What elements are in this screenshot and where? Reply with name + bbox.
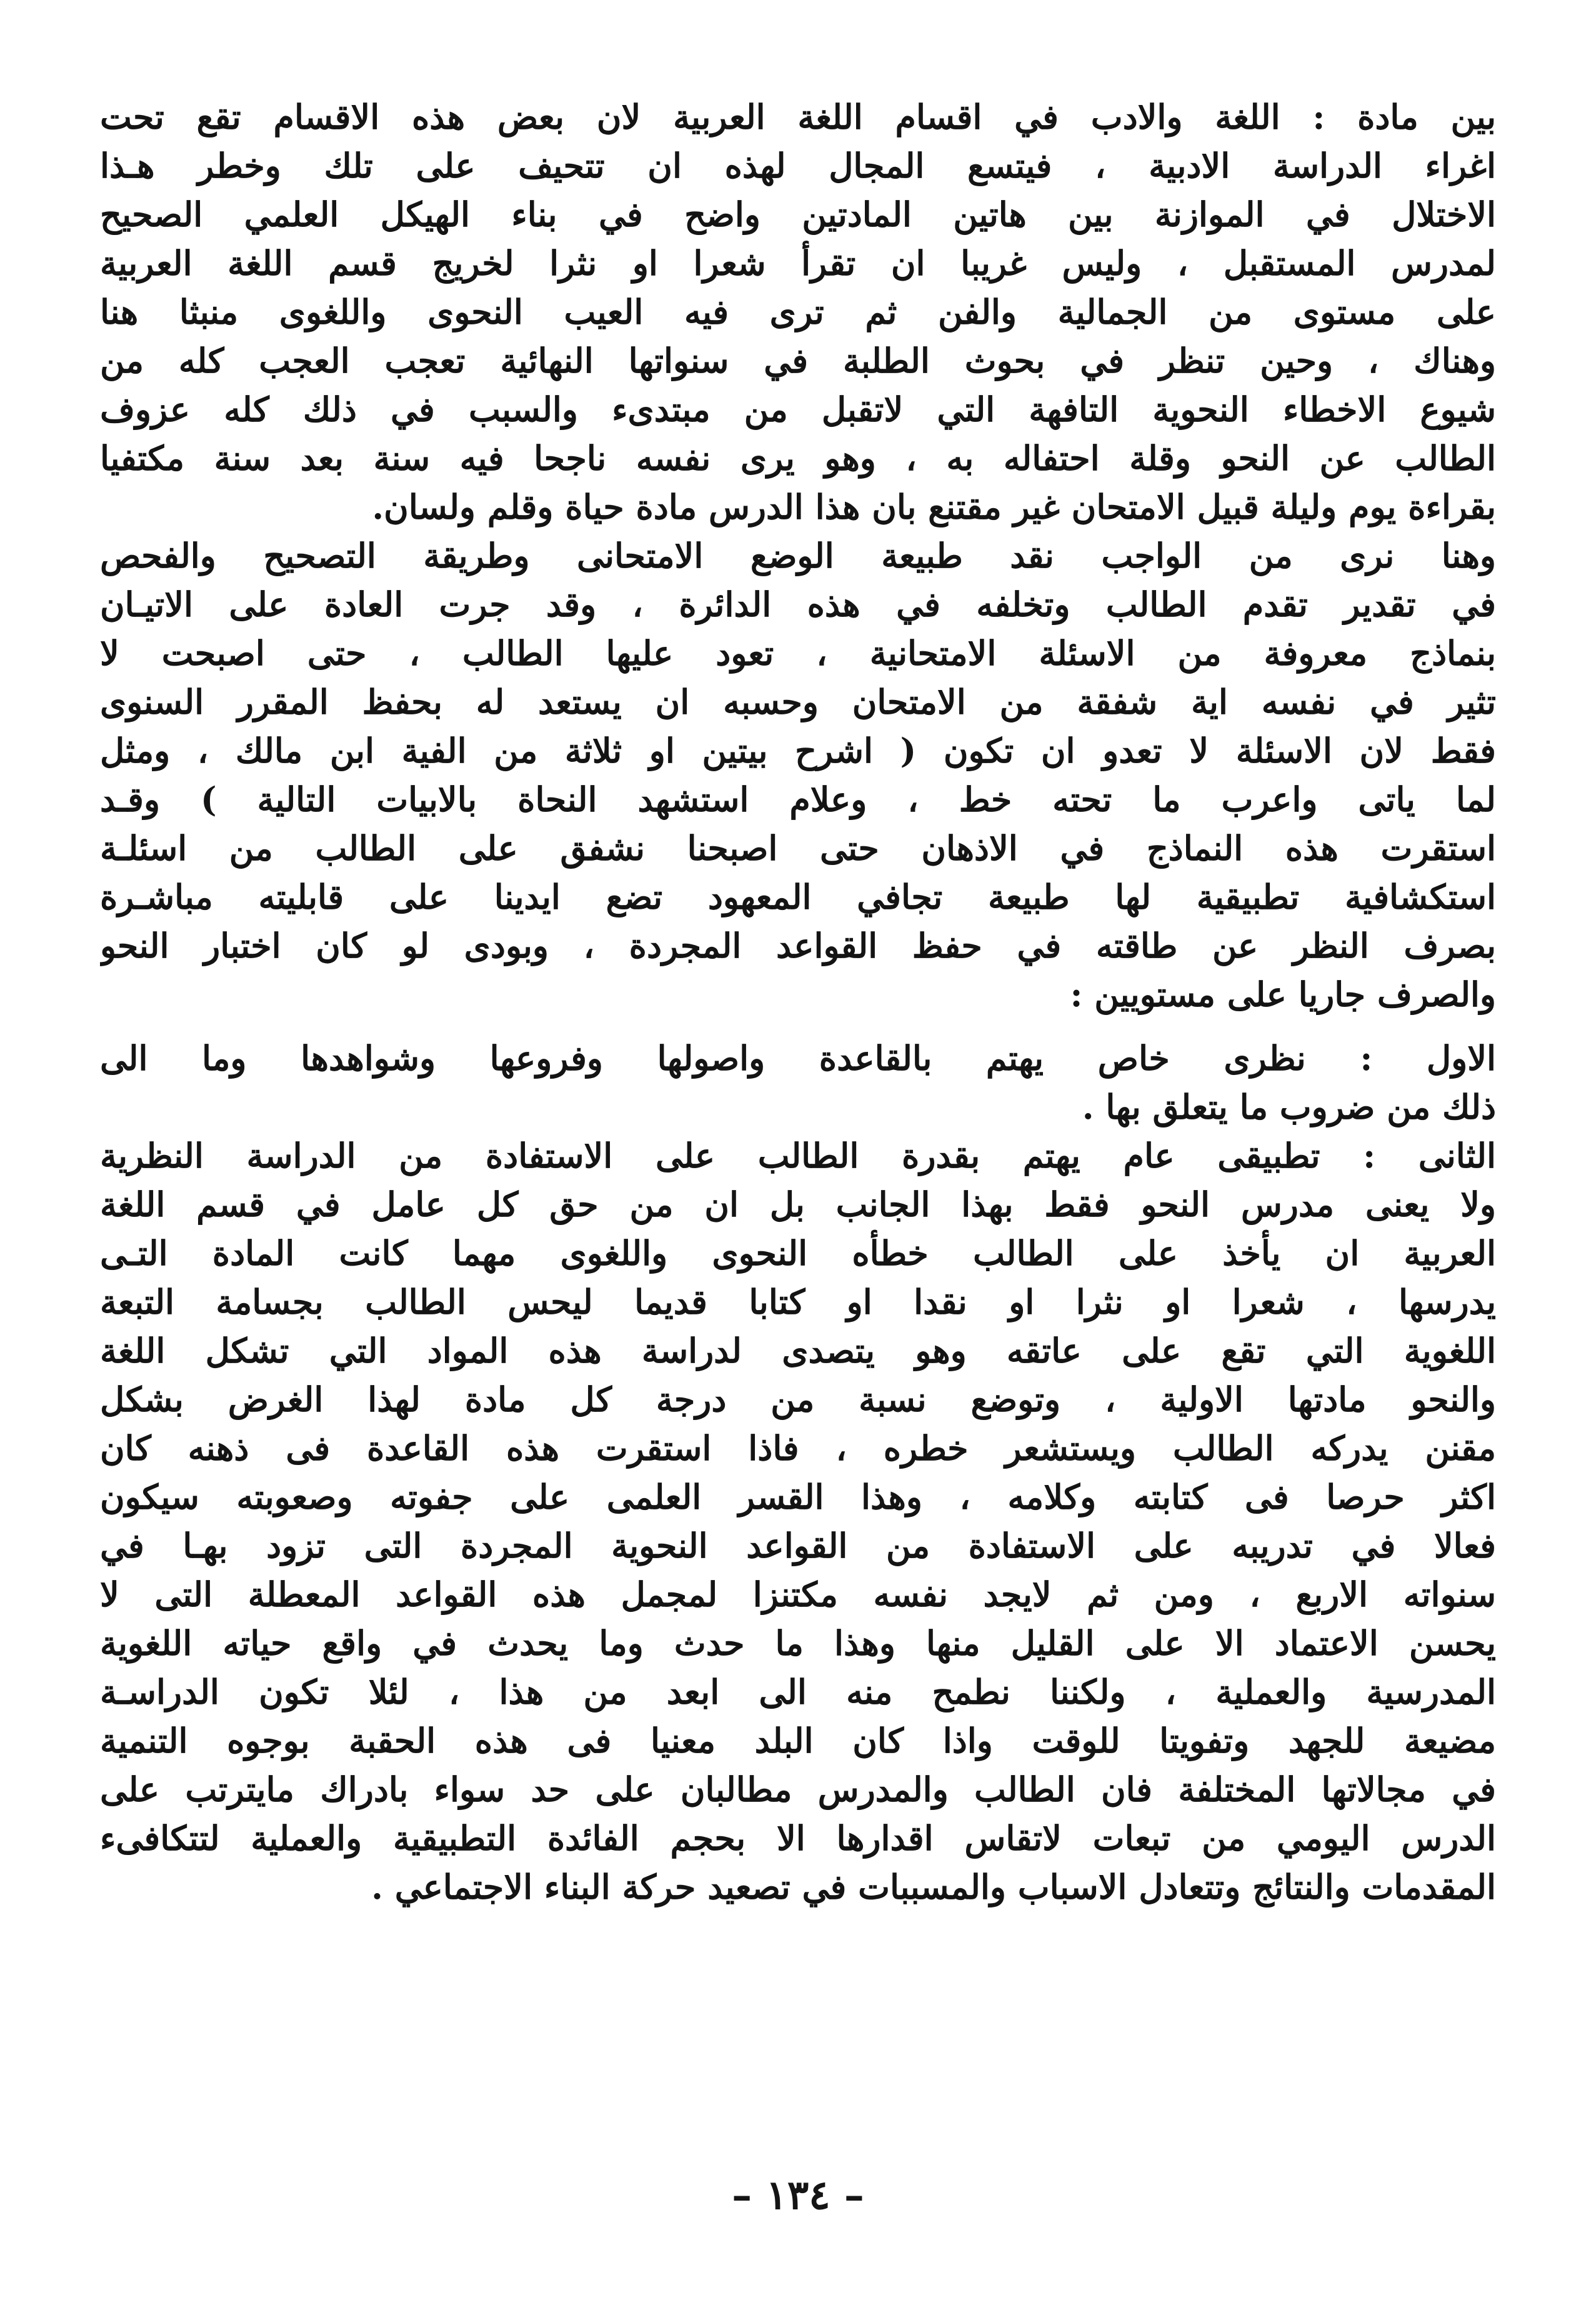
text-line: الاختلال في الموازنة بين هاتين المادتين واضح في بناء الهيكل العلمي الصحيح	[100, 194, 1496, 234]
text-line: اغراء الدراسة الادبية ، فيتسع المجال لهذه ان تتحيف على تلك وخطر هـذا	[100, 146, 1496, 186]
text-line: على مستوى من الجمالية والفن ثم ترى فيه العيب النحوى واللغوى منبثا هنا	[100, 292, 1496, 332]
text-line: بصرف النظر عن طاقته في حفظ القواعد المجردة ، وبودى لو كان اختبار النحو	[100, 926, 1496, 966]
text-line: وهناك ، وحين تنظر في بحوث الطلبة في سنواتها النهائية تعجب العجب كله من	[100, 341, 1496, 381]
text-line: بنماذج معروفة من الاسئلة الامتحانية ، تعود عليها الطالب ، حتى اصبحت لا	[100, 633, 1496, 673]
second-level-line: ولا يعنى مدرس النحو فقط بهذا الجانب بل ان من حق كل عامل في قسم اللغة	[100, 1184, 1496, 1224]
second-level-line: اكثر حرصا فى كتابته وكلامه ، وهذا القسر العلمى على جفوته وصعوبته سيكون	[100, 1477, 1496, 1517]
second-level-line: اللغوية التي تقع على عاتقه وهو يتصدى لدراسة هذه المواد التي تشكل اللغة	[100, 1331, 1496, 1371]
page-body	[100, 92, 1496, 1911]
text-line: والصرف جاريا على مستويين :	[1070, 974, 1496, 1014]
text-line: وهنا نرى من الواجب نقد طبيعة الوضع الامتحانى وطريقة التصحيح والفحص	[100, 536, 1496, 576]
text-line: استقرت هذه النماذج في الاذهان حتى اصبحنا نشفق على الطالب من اسئلـة	[100, 828, 1496, 868]
second-level-line: المقدمات والنتائج وتتعادل الاسباب والمسببات في تصعيد حركة البناء الاجتماعي .	[371, 1867, 1496, 1907]
second-level-line: الدرس اليومي من تبعات لاتقاس اقدارها الا بحجم الفائدة التطبيقية والعملية لتتكافىء	[100, 1818, 1496, 1858]
paragraph-gap	[100, 1019, 1496, 1034]
page-number: – ١٣٤ –	[732, 2172, 864, 2219]
second-level-line: يدرسها ، شعرا او نثرا او نقدا او كتابا قديما ليحس الطالب بجسامة التبعة	[100, 1282, 1496, 1322]
text-line: فقط لان الاسئلة لا تعدو ان تكون ( اشرح بيتين او ثلاثة من الفية ابن مالك ، ومثل	[100, 731, 1496, 771]
text-line: لما ياتى واعرب ما تحته خط ، وعلام استشهد النحاة بالابيات التالية ) وقـد	[100, 779, 1496, 819]
text-line: تثير في نفسه اية شفقة من الامتحان وحسبه ان يستعد له بحفظ المقرر السنوى	[100, 682, 1496, 722]
text-line: شيوع الاخطاء النحوية التافهة التي لاتقبل من مبتدىء والسبب في ذلك كله عزوف	[100, 389, 1496, 429]
text-line: الطالب عن النحو وقلة احتفاله به ، وهو يرى نفسه ناجحا فيه سنة بعد سنة مكتفيا	[100, 438, 1496, 478]
second-level-line: الثانى : تطبيقى عام يهتم بقدرة الطالب على الاستفادة من الدراسة النظرية	[100, 1136, 1496, 1176]
text-line: استكشافية تطبيقية لها طبيعة تجافي المعهود تضع ايدينا على قابليته مباشـرة	[100, 877, 1496, 917]
second-level-line: فعالا في تدريبه على الاستفادة من القواعد النحوية المجردة التى تزود بهـا في	[100, 1526, 1496, 1566]
second-level-line: العربية ان يأخذ على الطالب خطأه النحوى واللغوى مهما كانت المادة التـى	[100, 1233, 1496, 1273]
first-level-line: ذلك من ضروب ما يتعلق بها .	[1082, 1087, 1496, 1127]
text-line: لمدرس المستقبل ، وليس غريبا ان تقرأ شعرا او نثرا لخريج قسم اللغة العربية	[100, 243, 1496, 283]
second-level-line: مقنن يدركه الطالب ويستشعر خطره ، فاذا استقرت هذه القاعدة فى ذهنه كان	[100, 1428, 1496, 1468]
text-line: بين مادة : اللغة والادب في اقسام اللغة العربية لان بعض هذه الاقسام تقع تحت	[100, 97, 1496, 137]
second-level-line: سنواته الاربع ، ومن ثم لايجد نفسه مكتنزا لمجمل هذه القواعد المعطلة التى لا	[100, 1574, 1496, 1614]
second-level-line: مضيعة للجهد وتفويتا للوقت واذا كان البلد معنيا فى هذه الحقبة بوجوه التنمية	[100, 1721, 1496, 1761]
text-line: في تقدير تقدم الطالب وتخلفه في هذه الدائرة ، وقد جرت العادة على الاتيـان	[100, 584, 1496, 624]
second-level-line: والنحو مادتها الاولية ، وتوضع نسبة من درجة كل مادة لهذا الغرض بشكل	[100, 1379, 1496, 1419]
text-line: بقراءة يوم وليلة قبيل الامتحان غير مقتنع بان هذا الدرس مادة حياة وقلم ولسان.	[372, 487, 1496, 527]
second-level-line: المدرسية والعملية ، ولكننا نطمح منه الى ابعد من هذا ، لئلا تكون الدراسـة	[100, 1672, 1496, 1712]
first-level-line: الاول : نظرى خاص يهتم بالقاعدة واصولها وفروعها وشواهدها وما الى	[100, 1038, 1496, 1078]
second-level-line: في مجالاتها المختلفة فان الطالب والمدرس مطالبان على حد سواء بادراك مايترتب على	[100, 1769, 1496, 1809]
second-level-line: يحسن الاعتماد الا على القليل منها وهذا ما حدث وما يحدث في واقع حياته اللغوية	[100, 1623, 1496, 1663]
